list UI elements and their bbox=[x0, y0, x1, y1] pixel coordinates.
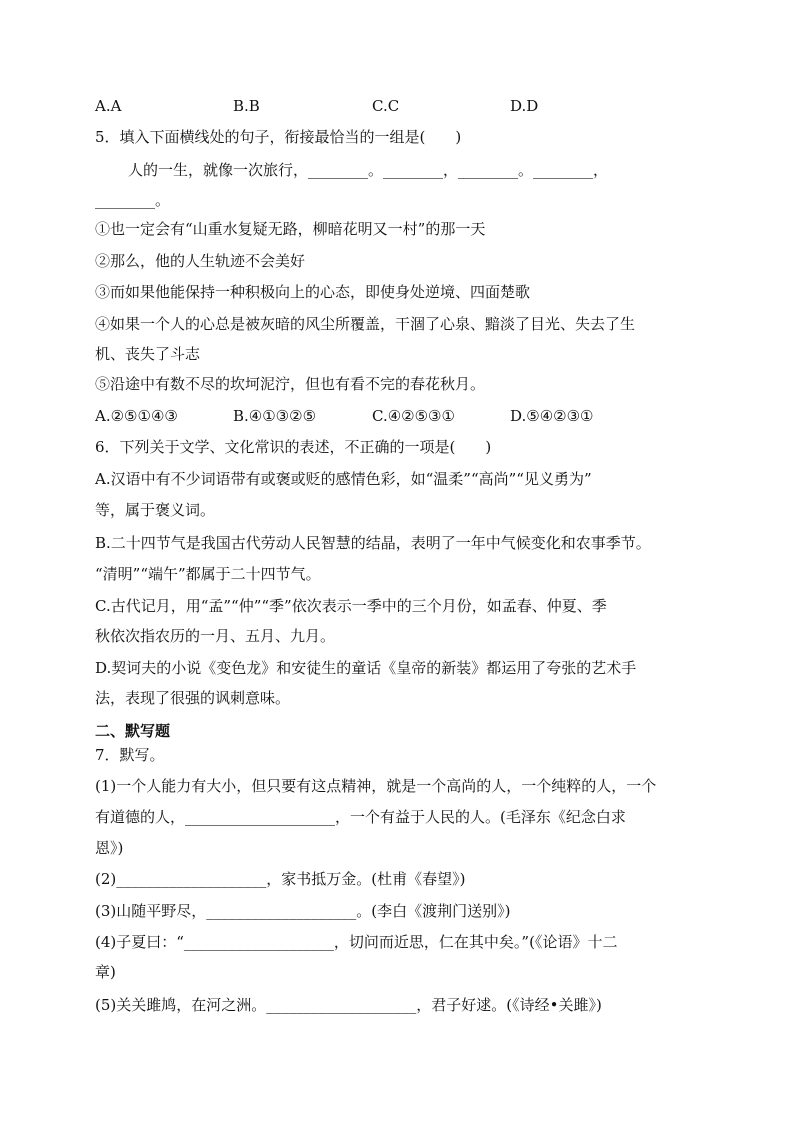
q7-item-5: (5)关关雎鸠，在河之洲。____________________，君子好逑。(《诗经•关雎》) bbox=[95, 996, 602, 1014]
q6-option-d-line-1: D.契诃夫的小说《变色龙》和安徒生的童话《皇帝的新装》都运用了夸张的艺术手 bbox=[95, 659, 637, 677]
q7-item-2: (2)____________________，家书抵万金。(杜甫《春望》) bbox=[95, 870, 466, 888]
q4-option-b: B.B bbox=[233, 97, 260, 115]
q5-passage-line-1: 人的一生，就像一次旅行，________。________，________。________， bbox=[128, 161, 609, 179]
q5-item-2: ②那么，他的人生轨迹不会美好 bbox=[95, 252, 306, 270]
q5-item-5: ⑤沿途中有数不尽的坎坷泥泞，但也有看不完的春花秋月。 bbox=[95, 375, 486, 393]
q6-option-d-line-2: 法，表现了很强的讽刺意味。 bbox=[95, 689, 291, 707]
q5-option-a: A.②⑤①④③ bbox=[95, 407, 178, 425]
q4-option-d: D.D bbox=[510, 97, 539, 115]
section-heading: 二、默写题 bbox=[95, 722, 171, 740]
q6-stem: 6．下列关于文学、文化常识的表述，不正确的一项是( ) bbox=[95, 438, 492, 456]
q5-option-c: C.④②⑤③① bbox=[372, 407, 455, 425]
q7-item-1-line-3: 恩》) bbox=[95, 839, 124, 857]
q5-item-4: ④如果一个人的心总是被灰暗的风尘所覆盖，干涸了心泉、黯淡了目光、失去了生 bbox=[95, 315, 636, 333]
q4-option-c: C.C bbox=[372, 97, 400, 115]
q7-stem: 7．默写。 bbox=[95, 746, 165, 764]
q5-passage-line-2: ________。 bbox=[95, 191, 171, 209]
q5-item-1: ①也一定会有“山重水复疑无路，柳暗花明又一村”的那一天 bbox=[95, 220, 486, 238]
q6-option-a-line-2: 等，属于褒义词。 bbox=[95, 501, 216, 519]
q6-option-c-line-1: C.古代记月，用“孟”“仲”“季”依次表示一季中的三个月份，如孟春、仲夏、季 bbox=[95, 597, 607, 615]
q6-option-b-line-2: “清明”“端午”都属于二十四节气。 bbox=[95, 565, 321, 583]
q5-option-d: D.⑤④②③① bbox=[510, 407, 594, 425]
q4-option-a: A.A bbox=[95, 97, 122, 115]
q7-item-4-line-2: 章) bbox=[95, 963, 116, 981]
q7-item-1-line-2: 有道德的人，____________________，一个有益于人民的人。(毛泽东《纪念白求 bbox=[95, 808, 626, 826]
q5-item-4-cont: 机、丧失了斗志 bbox=[95, 345, 201, 363]
q6-option-c-line-2: 秋依次指农历的一月、五月、九月。 bbox=[95, 627, 336, 645]
q7-item-4-line-1: (4)子夏曰：“____________________，切问而近思，仁在其中矣。”(《论语》十二 bbox=[95, 933, 618, 951]
q5-stem: 5．填入下面横线处的句子，衔接最恰当的一组是( ) bbox=[95, 128, 462, 146]
q5-option-b: B.④①③②⑤ bbox=[233, 407, 317, 425]
q5-item-3: ③而如果他能保持一种积极向上的心态，即使身处逆境、四面楚歌 bbox=[95, 283, 531, 301]
q6-option-a-line-1: A.汉语中有不少词语带有或褒或贬的感情色彩，如“温柔”“高尚”“见义勇为” bbox=[95, 470, 592, 488]
q7-item-1-line-1: (1)一个人能力有大小，但只要有这点精神，就是一个高尚的人，一个纯粹的人，一个 bbox=[95, 777, 657, 795]
q6-option-b-line-1: B.二十四节气是我国古代劳动人民智慧的结晶，表明了一年中气候变化和农事季节。 bbox=[95, 534, 651, 552]
q7-item-3: (3)山随平野尽，____________________。(李白《渡荆门送别》) bbox=[95, 902, 511, 920]
